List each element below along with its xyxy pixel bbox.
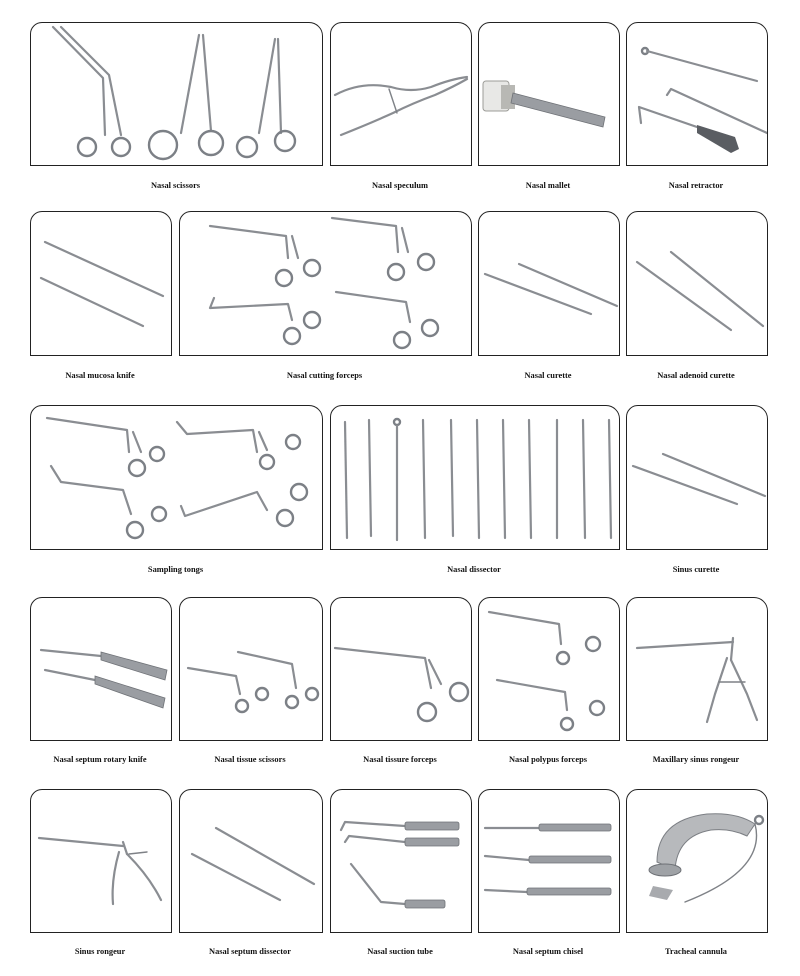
card-nasal-suction-tube (330, 789, 472, 933)
card-nasal-septum-rotary-knife (30, 597, 172, 741)
caption-sampling-tongs: Sampling tongs (147, 565, 204, 574)
caption-maxillary-sinus-rongeur: Maxillary sinus rongeur (652, 755, 740, 764)
caption-nasal-septum-rotary-knife: Nasal septum rotary knife (53, 755, 147, 764)
card-nasal-tissue-scissors (179, 597, 323, 741)
nasal-adenoid-curette-icon (627, 212, 767, 355)
card-maxillary-sinus-rongeur (626, 597, 768, 741)
card-sampling-tongs (30, 405, 323, 550)
nasal-mucosa-knife-icon (31, 212, 171, 355)
card-nasal-speculum (330, 22, 472, 166)
caption-nasal-dissector: Nasal dissector (447, 565, 501, 574)
card-nasal-mucosa-knife (30, 211, 172, 356)
card-nasal-septum-dissector (179, 789, 323, 933)
card-nasal-scissors (30, 22, 323, 166)
nasal-septum-rotary-knife-icon (31, 598, 171, 740)
card-sinus-rongeur (30, 789, 172, 933)
card-sinus-curette (626, 405, 768, 550)
nasal-tissure-forceps-icon (331, 598, 471, 740)
nasal-septum-dissector-icon (180, 790, 322, 932)
nasal-tissue-scissors-icon (180, 598, 322, 740)
nasal-scissors-icon (31, 23, 322, 165)
caption-sinus-rongeur: Sinus rongeur (74, 947, 126, 956)
sampling-tongs-icon (31, 406, 322, 549)
nasal-curette-icon (479, 212, 619, 355)
card-nasal-septum-chisel (478, 789, 620, 933)
nasal-suction-tube-icon (331, 790, 471, 932)
nasal-speculum-icon (331, 23, 471, 165)
caption-nasal-adenoid-curette: Nasal adenoid curette (657, 371, 735, 380)
card-nasal-tissure-forceps (330, 597, 472, 741)
card-nasal-retractor (626, 22, 768, 166)
card-nasal-mallet (478, 22, 620, 166)
caption-nasal-tissure-forceps: Nasal tissure forceps (363, 755, 437, 764)
card-tracheal-cannula (626, 789, 768, 933)
card-nasal-adenoid-curette (626, 211, 768, 356)
caption-sinus-curette: Sinus curette (672, 565, 720, 574)
caption-nasal-curette: Nasal curette (524, 371, 572, 380)
caption-nasal-retractor: Nasal retractor (668, 181, 724, 190)
nasal-retractor-icon (627, 23, 767, 165)
caption-nasal-scissors: Nasal scissors (150, 181, 201, 190)
nasal-mallet-icon (479, 23, 619, 165)
caption-nasal-mucosa-knife: Nasal mucosa knife (65, 371, 135, 380)
caption-nasal-suction-tube: Nasal suction tube (367, 947, 433, 956)
sinus-rongeur-icon (31, 790, 171, 932)
caption-nasal-mallet: Nasal mallet (525, 181, 571, 190)
card-nasal-polypus-forceps (478, 597, 620, 741)
nasal-cutting-forceps-icon (180, 212, 471, 355)
caption-nasal-septum-chisel: Nasal septum chisel (512, 947, 584, 956)
maxillary-sinus-rongeur-icon (627, 598, 767, 740)
nasal-polypus-forceps-icon (479, 598, 619, 740)
card-nasal-curette (478, 211, 620, 356)
caption-nasal-polypus-forceps: Nasal polypus forceps (508, 755, 588, 764)
card-nasal-dissector (330, 405, 620, 550)
caption-nasal-cutting-forceps: Nasal cutting forceps (286, 371, 363, 380)
caption-tracheal-cannula: Tracheal cannula (665, 947, 727, 956)
caption-nasal-septum-dissector: Nasal septum dissector (209, 947, 291, 956)
nasal-septum-chisel-icon (479, 790, 619, 932)
tracheal-cannula-icon (627, 790, 767, 932)
nasal-dissector-icon (331, 406, 619, 549)
sinus-curette-icon (627, 406, 767, 549)
card-nasal-cutting-forceps (179, 211, 472, 356)
caption-nasal-speculum: Nasal speculum (371, 181, 429, 190)
caption-nasal-tissue-scissors: Nasal tissue scissors (214, 755, 286, 764)
